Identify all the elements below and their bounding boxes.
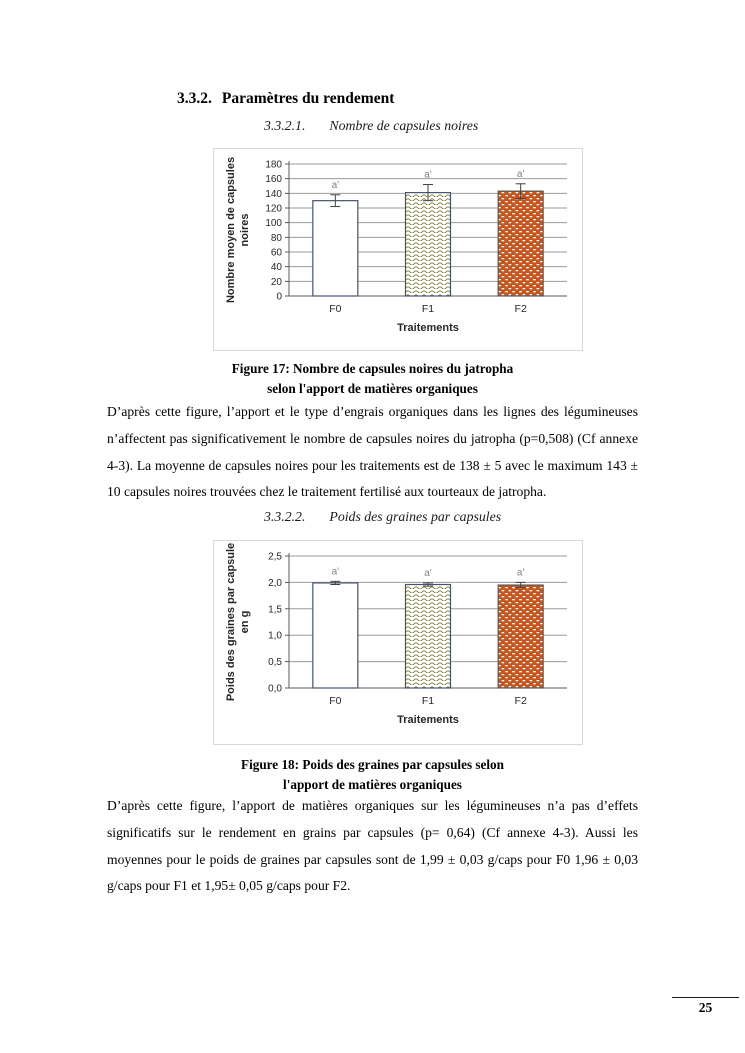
x-category-label: F0 xyxy=(329,303,342,315)
section-number: 3.3.2. xyxy=(177,90,212,107)
significance-label: a' xyxy=(516,168,525,180)
subsection-1-number: 3.3.2.1. xyxy=(264,118,306,133)
significance-label: a' xyxy=(331,179,340,191)
figure-17-caption-line1: Figure 17: Nombre de capsules noires du jatropha xyxy=(231,361,514,376)
y-tick-label: 0 xyxy=(276,291,282,303)
subsection-heading-2 xyxy=(264,509,501,525)
x-axis-title: Traitements xyxy=(397,322,459,334)
y-tick-label: 160 xyxy=(265,174,282,186)
paragraph-2: D’après cette figure, l’apport de matières organiques sur les légumineuses n’a pas d’effets significatifs sur le rendement en grains par capsules (p= 0,64) (Cf annexe 4-3). Aussi les moyennes pour le poids de graines par capsules sont de 1,99 ± 0,03 g/caps pour F0 1,96 ± 0,03 g/caps pour F1 et 1,95± 0,05 g/caps pour F2. xyxy=(107,798,638,894)
bar-chart xyxy=(214,541,582,744)
section-heading xyxy=(177,90,394,108)
y-tick-label: 140 xyxy=(265,188,282,200)
y-tick-label: 2,0 xyxy=(268,577,282,589)
y-tick-label: 120 xyxy=(265,203,282,215)
y-tick-label: 20 xyxy=(270,276,282,288)
significance-label: a' xyxy=(424,567,432,579)
x-axis-title: Traitements xyxy=(397,714,459,726)
x-category-label: F1 xyxy=(421,695,435,707)
y-tick-label: 1,5 xyxy=(268,604,282,616)
bar-F0 xyxy=(313,201,358,296)
y-axis-title: Nombre moyen de capsules noires xyxy=(225,156,251,304)
y-tick-label: 80 xyxy=(270,232,282,244)
figure-17-chart-panel xyxy=(213,148,583,351)
figure-18-caption xyxy=(107,755,638,795)
x-category-label: F1 xyxy=(421,303,435,315)
x-category-label: F2 xyxy=(514,695,527,707)
page-number: 25 xyxy=(698,1000,713,1015)
bar-F2 xyxy=(498,191,543,296)
bar-F2 xyxy=(498,585,543,688)
significance-label: a' xyxy=(516,567,525,579)
footer-rule xyxy=(672,997,739,1017)
x-category-label: F0 xyxy=(329,695,342,707)
section-title: Paramètres du rendement xyxy=(221,90,395,107)
subsection-2-number: 3.3.2.2. xyxy=(264,509,306,524)
figure-17-caption-line2: selon l'apport de matières organiques xyxy=(267,381,478,396)
bar-F1 xyxy=(406,193,451,296)
subsection-1-title: Nombre de capsules noires xyxy=(329,118,479,133)
subsection-2-title: Poids des graines par capsules xyxy=(329,509,502,524)
y-tick-label: 100 xyxy=(265,218,282,230)
y-axis-title: Poids des graines par capsule en g xyxy=(225,542,251,702)
subsection-heading-1 xyxy=(264,118,478,134)
figure-18-chart-panel xyxy=(213,540,583,745)
figure-18-caption-line1: Figure 18: Poids des graines par capsules selon xyxy=(241,757,504,772)
bar-F1 xyxy=(406,585,451,688)
y-tick-label: 1,0 xyxy=(268,630,282,642)
significance-label: a' xyxy=(331,566,340,578)
figure-17-caption xyxy=(107,359,638,399)
y-tick-label: 180 xyxy=(265,159,282,171)
bar-chart xyxy=(214,149,582,350)
y-tick-label: 0,0 xyxy=(268,683,282,695)
x-category-label: F2 xyxy=(514,303,527,315)
y-tick-label: 60 xyxy=(270,247,282,259)
paragraph-1: D’après cette figure, l’apport et le type d’engrais organiques dans les lignes des légumineuses n’affectent pas significativement le nombre de capsules noires du jatropha (p=0,508) (Cf annexe 4-3). La moyenne de capsules noires pour les traitements est de 138 ± 5 avec le maximum 143 ± 10 capsules noires trouvées chez le traitement fertilisé aux tourteaux de jatropha. xyxy=(107,404,638,500)
y-tick-label: 2,5 xyxy=(268,551,282,563)
significance-label: a' xyxy=(424,169,432,181)
bar-F0 xyxy=(313,583,358,688)
y-tick-label: 40 xyxy=(270,262,282,274)
figure-18-caption-line2: l'apport de matières organiques xyxy=(283,777,462,792)
y-tick-label: 0,5 xyxy=(268,657,282,669)
